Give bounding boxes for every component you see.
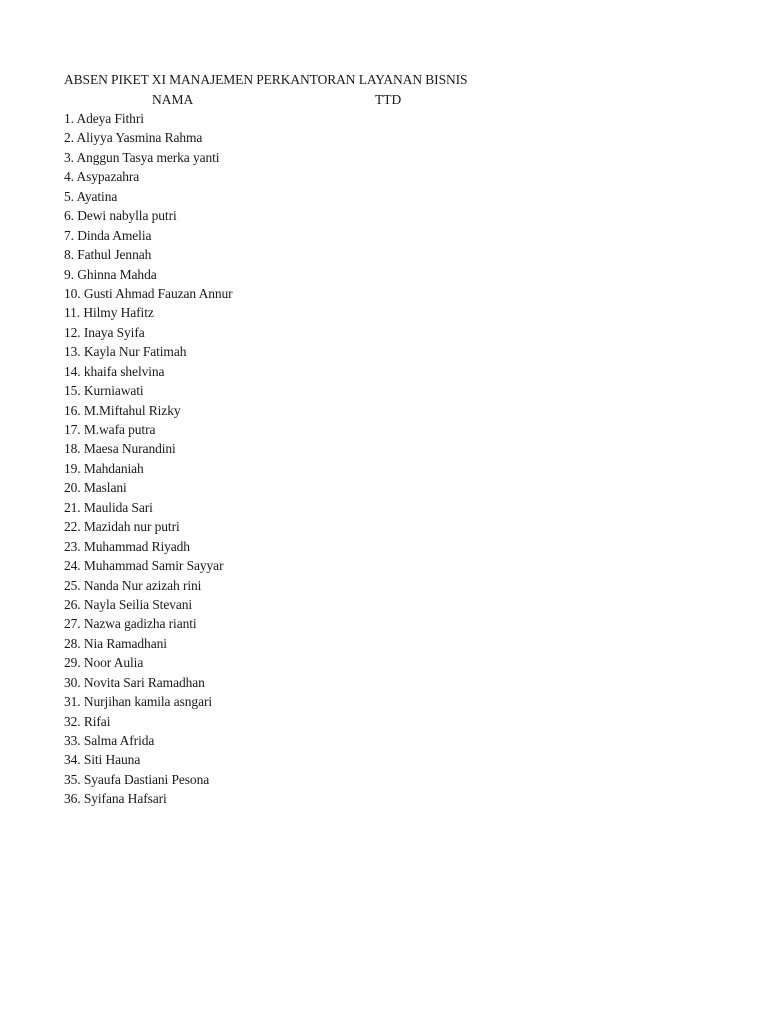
list-item: 30. Novita Sari Ramadhan [64,674,205,690]
list-item: 22. Mazidah nur putri [64,519,180,535]
list-item: 4. Asypazahra [64,169,140,185]
list-item: 6. Dewi nabylla putri [64,208,177,224]
list-item: 34. Siti Hauna [64,752,141,768]
list-item: 20. Maslani [64,480,127,496]
list-item: 1. Adeya Fithri [64,111,144,126]
list-item: 9. Ghinna Mahda [64,266,157,282]
list-item: 2. Aliyya Yasmina Rahma [64,130,203,146]
list-item: 21. Maulida Sari [64,499,153,515]
list-item: 7. Dinda Amelia [64,227,152,243]
list-item: 31. Nurjihan kamila asngari [64,694,213,710]
list-item: 28. Nia Ramadhani [64,635,167,651]
list-item: 33. Salma Afrida [64,733,155,748]
list-item: 24. Muhammad Samir Sayyar [64,558,224,574]
list-item: 5. Ayatina [64,188,118,204]
list-item: 8. Fathul Jennah [64,247,152,263]
list-item: 16. M.Miftahul Rizky [64,402,181,418]
name-column-header: NAMA [152,92,194,107]
list-item: 27. Nazwa gadizha rianti [64,616,197,632]
document-title: ABSEN PIKET XI MANAJEMEN PERKANTORAN LAYANAN BISNIS [64,72,468,87]
list-item: 15. Kurniawati [64,383,144,399]
list-item: 13. Kayla Nur Fatimah [64,344,187,360]
list-item: 25. Nanda Nur azizah rini [64,577,202,593]
signature-column-header: TTD [375,92,402,107]
list-item: 10. Gusti Ahmad Fauzan Annur [64,285,233,301]
list-item: 12. Inaya Syifa [64,324,145,340]
list-item: 29. Noor Aulia [64,655,144,671]
list-item: 32. Rifai [64,713,111,729]
list-item: 26. Nayla Seilia Stevani [64,596,193,612]
list-item: 35. Syaufa Dastiani Pesona [64,771,210,787]
list-item: 3. Anggun Tasya merka yanti [64,149,220,165]
list-item: 18. Maesa Nurandini [64,441,176,457]
list-item: 17. M.wafa putra [64,422,156,437]
attendance-list [64,109,233,809]
list-item: 11. Hilmy Hafitz [64,305,154,321]
list-item: 36. Syifana Hafsari [64,791,167,807]
list-item: 23. Muhammad Riyadh [64,538,190,554]
list-item: 14. khaifa shelvina [64,363,165,379]
list-item: 19. Mahdaniah [64,460,144,476]
